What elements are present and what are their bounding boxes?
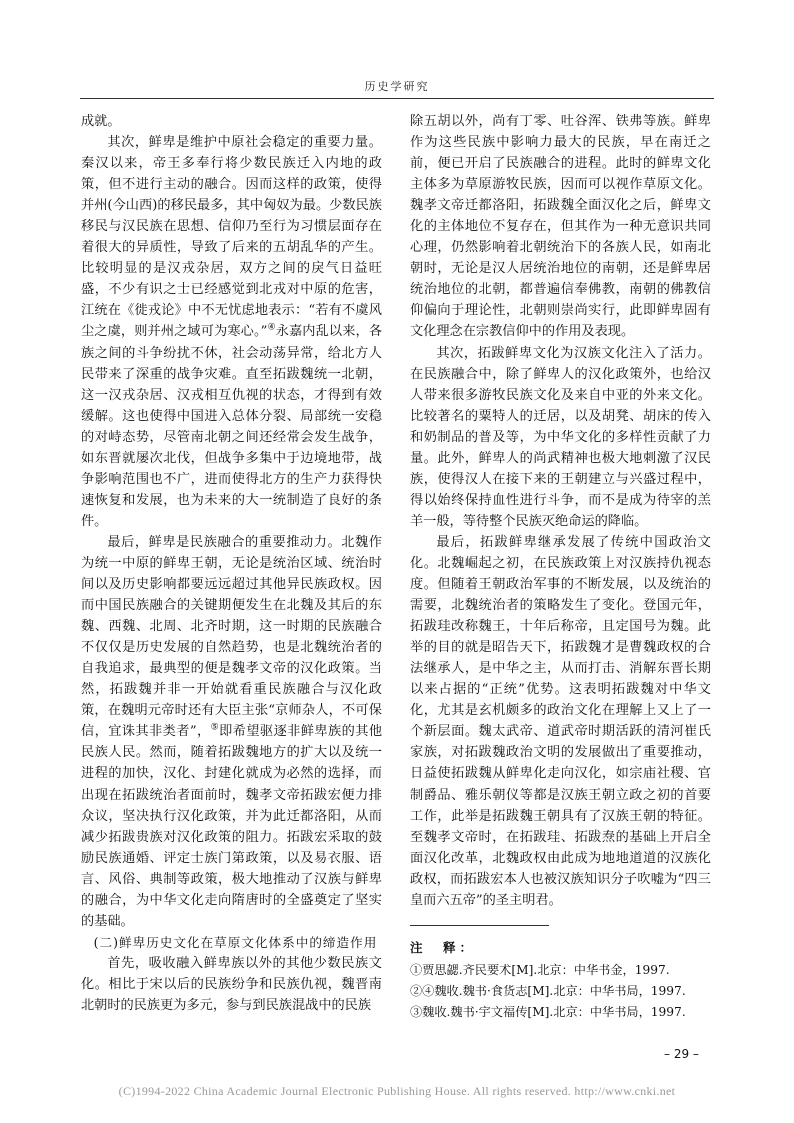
paragraph — [81, 132, 382, 532]
footnote-marker: ④ — [267, 323, 276, 334]
section-subheading: (二)鲜卑历史文化在草原文化体系中的缔造作用 — [93, 934, 378, 950]
notes-rule — [410, 925, 549, 926]
paragraph-text: 首先，吸收融入鲜卑族以外的其他少数民族文化。相比于宋以后的民族纷争和民族仇视，魏晋南北朝时的民族更为多元，参与到民族混战中的民族 — [81, 955, 382, 1013]
running-head: 历史学研究 — [364, 80, 430, 93]
paragraph — [410, 111, 711, 343]
paragraph-text: 永嘉内乱以来，各族之间的斗争纷扰不休，社会动荡异常，给北方人民带来了深重的战争灾难。直至拓跋魏统一北朝，这一汉戎杂居、汉戎相互仇视的状态，才得到有效缓解。这也使得中国进入总体分裂、局部统一安稳的对峙态势，尽管南北朝之间还经常会发生战争，如东晋就屡次北伐，但战争多集中于边境地带，战争影响范围也不广，进而使得北方的生产力获得快速恢复和发展，也为未来的大一统制造了良好的条件。 — [81, 324, 383, 529]
note-item: ③魏收.魏书·宇文福传[M].北京：中华书局，1997. — [410, 1004, 686, 1019]
paragraph-text: 成就。 — [81, 114, 121, 129]
note-item: ①贾思勰.齐民要术[M].北京：中华书金，1997. — [410, 962, 670, 977]
notes-title: 注 释： — [410, 939, 477, 955]
right-column — [410, 111, 711, 1023]
paragraph — [81, 532, 382, 932]
paragraph — [410, 532, 711, 911]
copyright-footer: (C)1994-2022 China Academic Journal Electronic Publishing House. All rights reserved. http://www.cnki.net — [118, 1084, 676, 1098]
footnote-marker: ⑤ — [210, 722, 220, 733]
page-number: – 29 – — [664, 1047, 699, 1061]
header-rule — [80, 98, 714, 99]
paragraph — [410, 343, 711, 532]
paragraph — [81, 111, 382, 132]
note-item: ②④魏收.魏书·食货志[M].北京：中华书局，1997. — [410, 983, 686, 998]
left-column — [81, 111, 382, 1016]
paragraph-text: 最后，鲜卑是民族融合的重要推动力。北魏作为统一中原的鲜卑王朝，无论是统治区域、统治时间以及历史影响都要远远超过其他异民族政权。因而中国民族融合的关键期便发生在北魏及其后的东魏、西魏、北周、北齐时期，这一时期的民族融合不仅仅是历史发展的自然趋势，也是北魏统治者的自我追求，最典型的便是魏孝文帝的汉化政策。当然，拓跋魏并非一开始就看重民族融合与汉化政策，在魏明元帝时还有大臣主张“京师杂人，不可保信，宜诛其非类者”， — [81, 534, 382, 740]
paragraph-text: 其次，鲜卑是维护中原社会稳定的重要力量。秦汉以来，帝王多奉行将少数民族迁入内地的政策，但不进行主动的融合。因而这样的政策，使得并州(今山西)的移民最多，其中匈奴为最。少数民族移民与汉民族在思想、信仰乃至行为习惯层面存在着很大的异质性，导致了后来的五胡乱华的产生。比较明显的是汉戎杂居，双方之间的戾气日益旺盛，不少有识之士已经感觉到北戎对中原的危害，江统在《徙戎论》中不无忧虑地表示：“若有不虞风尘之虞，则并州之域可为寒心。” — [81, 135, 382, 340]
paragraph — [81, 953, 382, 1016]
paragraph-text: 最后，拓跋鲜卑继承发展了传统中国政治文化。北魏崛起之初，在民族政策上对汉族持仇视态度。但随着王朝政治军事的不断发展，以及统治的需要，北魏统治者的策略发生了变化。登国元年，拓跋珪改称魏王，十年后称帝，且定国号为魏。此举的目的就是昭告天下，拓跋魏才是曹魏政权的合法继承人，是中华之主，从而打击、消解东晋长期以来占据的“正统”优势。这表明拓跋魏对中华文化，尤其是玄机颇多的政治文化在理解上又上了一个新层面。魏太武帝、道武帝时期活跃的清河崔氏家族，对拓跋魏政治文明的发展做出了重要推动，日益使拓跋魏从鲜卑化走向汉化，如宗庙社稷、官制爵品、雅乐朝仪等都是汉族王朝立政之初的首要工作，此举是拓跋魏王朝具有了汉族王朝的特征。至魏孝文帝时，在拓跋珪、拓跋焘的基础上开启全面汉化改革，北魏政权由此成为地地道道的汉族化政权，而拓跋宏本人也被汉族知识分子吹嘘为“四三皇而六五帝”的圣主明君。 — [410, 534, 711, 908]
paragraph-text: 即希望驱逐非鲜卑族的其他民族人民。然而，随着拓跋魏地方的扩大以及统一进程的加快，汉化、封建化就成为必然的选择，而出现在拓跋统治者面前时，魏孝文帝拓跋宏便力排众议，坚决执行汉化政策，并为此迁都洛阳，从而减少拓跋贵族对汉化政策的阻力。拓跋宏采取的鼓励民族通婚、评定士族门第政策，以及易衣服、语言、风俗、典制等政策，极大地推动了汉族与鲜卑的融合，为中华文化走向隋唐时的全盛奠定了坚实的基础。 — [81, 724, 383, 929]
paragraph-text: 除五胡以外，尚有丁零、吐谷浑、铁弗等族。鲜卑作为这些民族中影响力最大的民族，早在南迁之前，便已开启了民族融合的进程。此时的鲜卑文化主体多为草原游牧民族，因而可以视作草原文化。魏孝文帝迁都洛阳，拓跋魏全面汉化之后，鲜卑文化的主体地位不复存在，但其作为一种无意识共同心理，仍然影响着北朝统治下的各族人民，如南北朝时，无论是汉人居统治地位的南朝，还是鲜卑居统治地位的北朝，都普遍信奉佛教，南朝的佛教信仰偏向于理论性，北朝则崇尚实行，此即鲜卑固有文化理念在宗教信仰中的作用及表现。 — [410, 114, 711, 340]
paragraph-text: 其次，拓跋鲜卑文化为汉族文化注入了活力。在民族融合中，除了鲜卑人的汉化政策外，也给汉人带来很多游牧民族文化及来自中亚的外来文化。比较著名的粟特人的迁居，以及胡凳、胡床的传入和奶制品的普及等，为中华文化的多样性贡献了力量。此外，鲜卑人的尚武精神也极大地刺激了汉民族，使得汉人在接下来的王朝建立与兴盛过程中，得以始终保持血性进行斗争，而不是成为待宰的羔羊一般，等待整个民族灭绝命运的降临。 — [410, 345, 711, 529]
